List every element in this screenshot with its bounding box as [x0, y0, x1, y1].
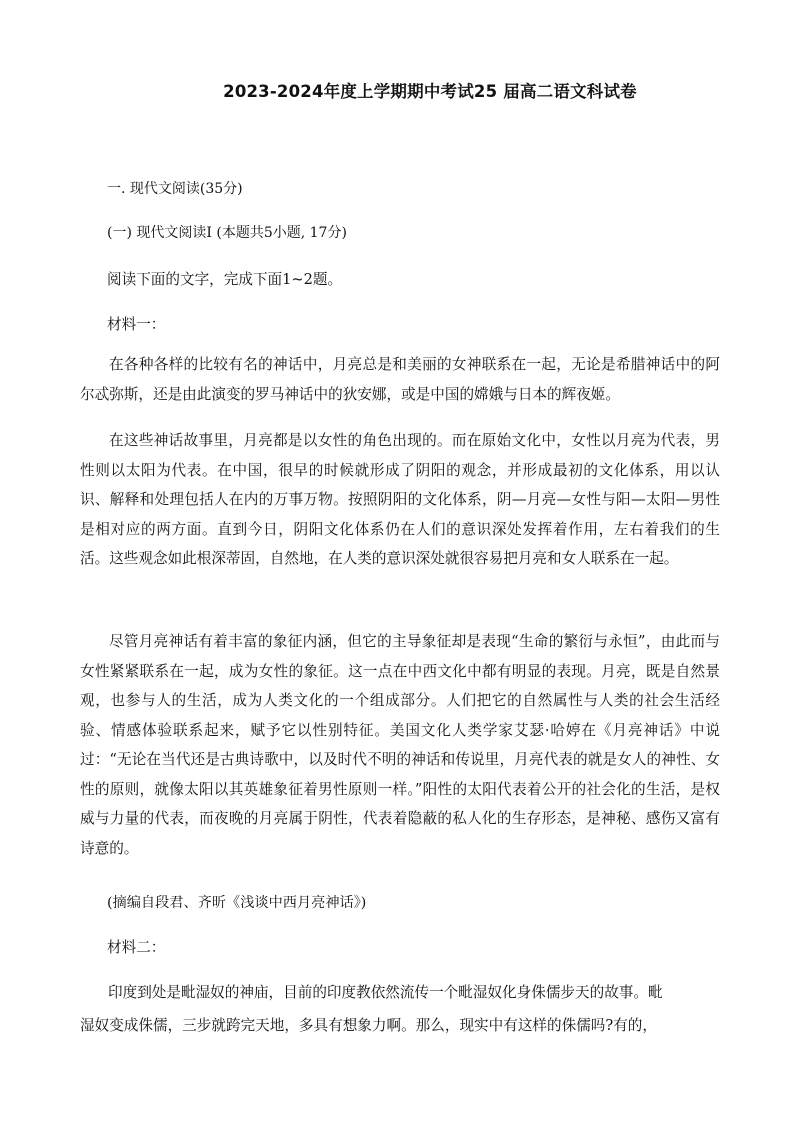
material-one-label: 材料一：: [107, 316, 166, 333]
exam-title: 2023-2024年度上学期期中考试25 届高二语文科试卷: [223, 82, 637, 101]
subsection-heading: (一) 现代文阅读Ⅰ (本题共5小题, 17分): [107, 225, 347, 241]
material-two-label: 材料二：: [107, 939, 166, 956]
instruction-text: 阅读下面的文字，完成下面1~2题。: [107, 271, 343, 288]
material-one-source: (摘编自段君、齐昕《浅谈中西月亮神话》): [107, 895, 367, 911]
material-one-paragraph-2: 在这些神话故事里，月亮都是以女性的角色出现的。而在原始文化中，女性以月亮为代表，男性则以太阳为代表。在中国，很早的时候就形成了阴阳的观念，并形成最初的文化体系，用以认识、解释和处理包括人在内的万事万物。按照阴阳的文化体系，阴—月亮—女性与阳—太阳—男性是相对应的两方面。直到今日，阴阳文化体系仍在人们的意识深处发挥着作用，左右着我们的生活。这些观念如此根深蒂固，自然地，在人类的意识深处就很容易把月亮和女人联系在一起。: [80, 432, 720, 567]
material-two-line-2: 湿奴变成侏儒，三步就跨完天地，多具有想象力啊。那么，现实中有这样的侏儒吗?有的，: [80, 1017, 657, 1034]
section-heading: 一. 现代文阅读(35分): [107, 181, 243, 197]
material-one-paragraph-1: 在各种各样的比较有名的神话中，月亮总是和美丽的女神联系在一起，无论是希腊神话中的阿尔忒弥斯，还是由此演变的罗马神话中的狄安娜，或是中国的嫦娥与日本的辉夜姬。: [80, 356, 720, 403]
material-two-line-1: 印度到处是毗湿奴的神庙，目前的印度教依然流传一个毗湿奴化身侏儒步天的故事。毗: [108, 984, 663, 1001]
material-one-paragraph-3: 尽管月亮神话有着丰富的象征内涵，但它的主导象征却是表现“生命的繁衍与永恒”，由此而与女性紧紧联系在一起，成为女性的象征。这一点在中西文化中都有明显的表现。月亮，既是自然景观，也参与人的生活，成为人类文化的一个组成部分。人们把它的自然属性与人类的社会生活经验、情感体验联系起来，赋予它以性别特征。美国文化人类学家艾瑟·哈婷在《月亮神话》中说过：“无论在当代还是古典诗歌中，以及时代不明的神话和传说里，月亮代表的就是女人的神性、女性的原则，就像太阳以其英雄象征着男性原则一样。”阳性的太阳代表着公开的社会化的生活，是权威与力量的代表，而夜晚的月亮属于阴性，代表着隐蔽的私人化的生存形态，是神秘、感伤又富有诗意的。: [80, 633, 720, 857]
